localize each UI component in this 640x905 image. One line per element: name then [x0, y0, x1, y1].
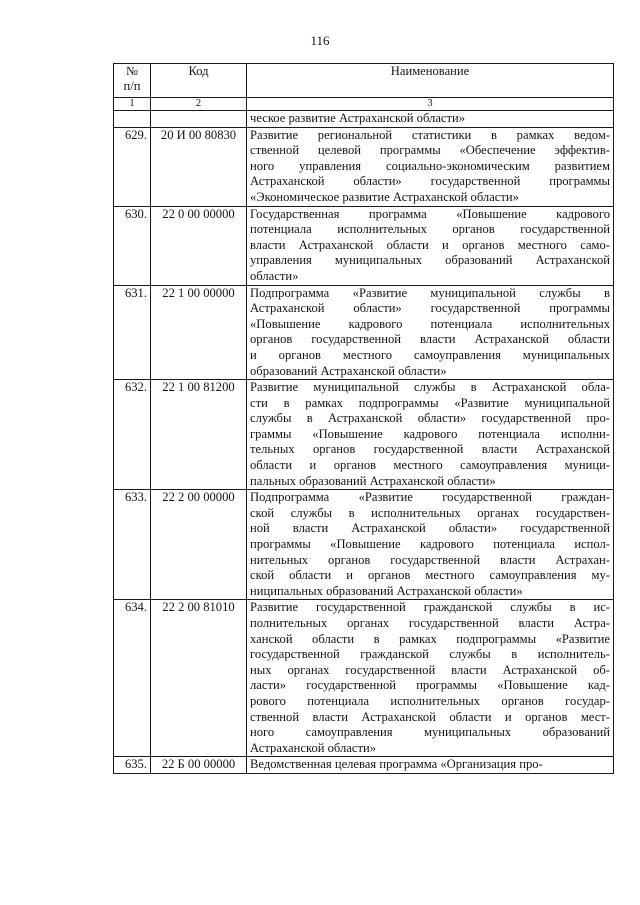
row-name: [247, 380, 614, 490]
row-name: [247, 490, 614, 600]
column-index-3: 3: [247, 98, 614, 111]
row-name-line: Развитие муниципальной службы в Астраханской обла-: [250, 380, 610, 395]
row-number: 631.: [114, 285, 151, 380]
table-row: [114, 490, 614, 600]
row-name-line: ственной власти Астраханской области и органов мест-: [250, 709, 610, 724]
header-code: Код: [151, 64, 247, 98]
page-number: 116: [310, 33, 330, 48]
column-index-1: 1: [114, 98, 151, 111]
row-name-line: Астраханской области» государственной программы: [250, 301, 610, 316]
header-name: Наименование: [247, 64, 614, 98]
row-name-line: Государственная программа «Повышение кадрового: [250, 206, 610, 221]
row-number: 633.: [114, 490, 151, 600]
row-code: 22 Б 00 00000: [151, 757, 247, 774]
row-code: 20 И 00 80830: [151, 127, 247, 206]
continuation-name-cell: [247, 111, 614, 128]
table-row: [114, 380, 614, 490]
row-name-line: граммы «Повышение кадрового потенциала исполни-: [250, 426, 610, 441]
continuation-row: [114, 111, 614, 128]
row-name-line: ниципальных образований Астраханской области»: [250, 583, 523, 598]
row-name: [247, 757, 614, 774]
row-name-line: Подпрограмма «Развитие муниципальной службы в: [250, 285, 610, 300]
row-code: 22 2 00 81010: [151, 600, 247, 757]
row-name-line: Развитие государственной гражданской службы в ис-: [250, 600, 610, 615]
row-name-line: образований Астраханской области»: [250, 363, 447, 378]
row-name-line: ственной целевой программы «Обеспечение эффектив-: [250, 143, 610, 158]
column-index-row: [114, 98, 614, 111]
row-name-line: органов государственной власти Астраханской области: [250, 332, 610, 347]
header-row: [114, 64, 614, 98]
row-number: 630.: [114, 206, 151, 285]
row-name-line: Подпрограмма «Развитие государственной граждан-: [250, 490, 610, 505]
row-code: 22 0 00 00000: [151, 206, 247, 285]
row-name-line: Развитие региональной статистики в рамках ведом-: [250, 127, 610, 142]
table-row: [114, 600, 614, 757]
row-number: 635.: [114, 757, 151, 774]
row-name-line: службы в Астраханской области» государственной про-: [250, 411, 610, 426]
header-number-symbol: №: [125, 64, 139, 78]
row-name-line: сти в рамках подпрограммы «Развитие муниципальной: [250, 395, 610, 410]
continuation-code-cell: [151, 111, 247, 128]
row-name-line: ного управления социально-экономическим развитием: [250, 158, 610, 173]
row-name-line: рового потенциала исполнительных органов государ-: [250, 693, 610, 708]
table-row: [114, 285, 614, 380]
row-name-line: ной власти Астраханской области» государственной: [250, 521, 610, 536]
row-name-line: государственной гражданской службы в исполнитель-: [250, 647, 610, 662]
row-name: [247, 600, 614, 757]
row-number: 634.: [114, 600, 151, 757]
row-name-line: пальных образований Астраханской области»: [250, 473, 496, 488]
row-name-line: ласти» государственной программы «Повышение кад-: [250, 678, 610, 693]
row-name-line: Ведомственная целевая программа «Организация про-: [250, 757, 543, 772]
row-name-line: полнительных органах государственной власти Астра-: [250, 616, 610, 630]
table-row: [114, 127, 614, 206]
row-name: [247, 206, 614, 285]
row-name-line: «Экономическое развитие Астраханской области»: [250, 189, 519, 204]
table-row: [114, 206, 614, 285]
row-name-line: и органов местного самоуправления муниципальных: [250, 347, 610, 362]
row-number: 632.: [114, 380, 151, 490]
row-name: [247, 285, 614, 380]
row-name-line: тельных органов государственной власти Астраханской: [250, 442, 610, 457]
row-name-line: управления муниципальных образований Астраханской: [250, 253, 610, 268]
row-name: [247, 127, 614, 206]
row-name-line: области и органов местного самоуправления муници-: [250, 458, 610, 473]
header-number: [114, 64, 151, 98]
row-name-line: ской области и органов местного самоуправления му-: [250, 568, 610, 583]
row-name-line: «Повышение кадрового потенциала исполнительных: [250, 316, 610, 331]
row-name-line: ного самоуправления муниципальных образований: [250, 725, 610, 740]
row-name-line: Астраханской области» государственной программы: [250, 174, 610, 189]
row-number: 629.: [114, 127, 151, 206]
row-name-line: программы «Повышение кадрового потенциала испол-: [250, 537, 610, 552]
header-number-pp: п/п: [123, 79, 141, 93]
row-name-line: ных органах государственной власти Астраханской об-: [250, 662, 610, 677]
row-name-line: области»: [250, 268, 299, 283]
row-code: 22 1 00 81200: [151, 380, 247, 490]
continuation-num-cell: [114, 111, 151, 128]
row-name-line: ской службы в исполнительных органах государствен-: [250, 505, 610, 520]
row-name-line: власти Астраханской области и органов местного само-: [250, 237, 610, 252]
table-row: [114, 757, 614, 774]
row-name-line: Астраханской области»: [250, 740, 377, 755]
budget-classification-table: [113, 63, 614, 774]
row-name-line: ханской области в рамках подпрограммы «Развитие: [250, 631, 610, 646]
row-code: 22 1 00 00000: [151, 285, 247, 380]
row-code: 22 2 00 00000: [151, 490, 247, 600]
row-name-line: потенциала исполнительных органов государственной: [250, 222, 610, 237]
column-index-2: 2: [151, 98, 247, 111]
row-name-line: нительных органов государственной власти Астрахан-: [250, 552, 610, 567]
continuation-text: ческое развитие Астраханской области»: [250, 111, 466, 125]
